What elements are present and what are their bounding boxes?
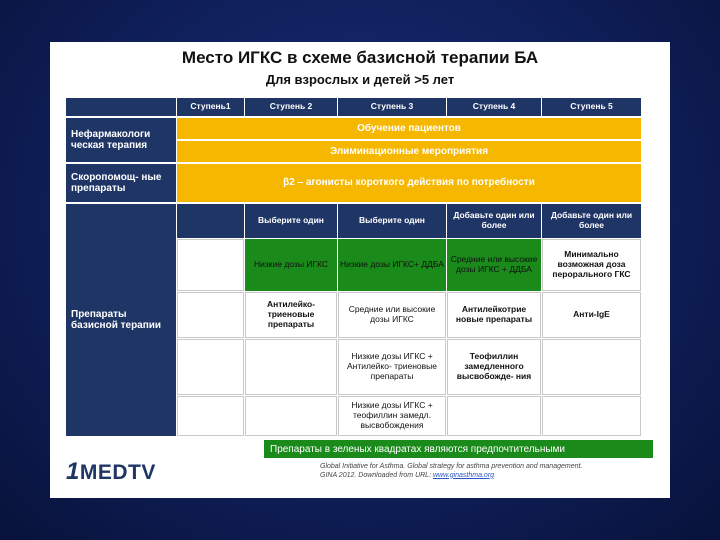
r1-step-2-low-ics: Низкие дозы ИГКС (245, 239, 337, 291)
r3-step-2-empty (245, 339, 337, 395)
step-2-choose: Выберите один (245, 204, 337, 238)
r4-step-3-low-ics-theophylline: Низкие дозы ИГКС + теофиллин замедл. высвобождения (338, 396, 446, 436)
source-line-2: GINA 2012. Downloaded from URL: (320, 471, 432, 479)
logo-text: MEDTV (79, 461, 156, 484)
r2-step-4-ltra: Антилейкотрие новые препараты (447, 292, 541, 338)
saba-as-needed: β2 – агонисты короткого действия по потребности (177, 164, 641, 202)
source-citation (320, 463, 665, 481)
slide (50, 42, 670, 498)
r2-step-3-med-high-ics: Средние или высокие дозы ИГКС (338, 292, 446, 338)
step-1-header: Ступень1 (177, 98, 244, 116)
row-label-nonpharm: Нефармакологи ческая терапия (66, 118, 176, 162)
logo-digit: 1 (66, 458, 80, 485)
r2-step-2-ltra: Антилейко- триеновые препараты (245, 292, 337, 338)
r4-step-1-empty (177, 396, 244, 436)
r3-step-3-low-ics-ltra: Низкие дозы ИГКС + Антилейко- триеновые препараты (338, 339, 446, 395)
preferred-legend: Препараты в зеленых квадратах являются предпочтительными (264, 440, 653, 458)
step-5-header: Ступень 5 (542, 98, 641, 116)
therapy-table (66, 98, 641, 478)
header-corner (66, 98, 176, 116)
r3-step-1-empty (177, 339, 244, 395)
step-4-header: Ступень 4 (447, 98, 541, 116)
r2-step-5-anti-ige: Анти-IgE (542, 292, 641, 338)
step-3-header: Ступень 3 (338, 98, 446, 116)
r4-step-2-empty (245, 396, 337, 436)
row-label-basic: Препараты базисной терапии (66, 204, 176, 436)
slide-subtitle: Для взрослых и детей >5 лет (265, 72, 455, 87)
step-3-choose: Выберите один (338, 204, 446, 238)
r1-step-1-empty (177, 239, 244, 291)
elimination-measures: Элиминационные мероприятия (177, 141, 641, 162)
step-2-header: Ступень 2 (245, 98, 337, 116)
patient-education: Обучение пациентов (177, 118, 641, 139)
r3-step-5-empty (542, 339, 641, 395)
r4-step-4-empty (447, 396, 541, 436)
medtv-logo (66, 458, 156, 486)
r1-step-4-med-high-ics-laba: Средние или высокие дозы ИГКС + ДДБА (447, 239, 541, 291)
r4-step-5-empty (542, 396, 641, 436)
r1-step-5-oral-gcs: Минимально возможная доза перорального ГКС (542, 239, 641, 291)
r3-step-4-theophylline: Теофиллин замедленного высвобожде- ния (447, 339, 541, 395)
step-5-choose: Добавьте один или более (542, 204, 641, 238)
slide-title: Место ИГКС в схеме базисной терапии БА (181, 48, 539, 67)
source-line-1: Global Initiative for Asthma. Global strategy for asthma prevention and management. (320, 463, 583, 470)
r2-step-1-empty (177, 292, 244, 338)
row-label-rescue: Скоропомощ- ные препараты (66, 164, 176, 202)
r1-step-3-low-ics-laba: Низкие дозы ИГКС+ ДДБА (338, 239, 446, 291)
source-url[interactable]: www.ginasthma.org (432, 471, 495, 479)
step-1-choose-empty (177, 204, 244, 238)
step-4-choose: Добавьте один или более (447, 204, 541, 238)
